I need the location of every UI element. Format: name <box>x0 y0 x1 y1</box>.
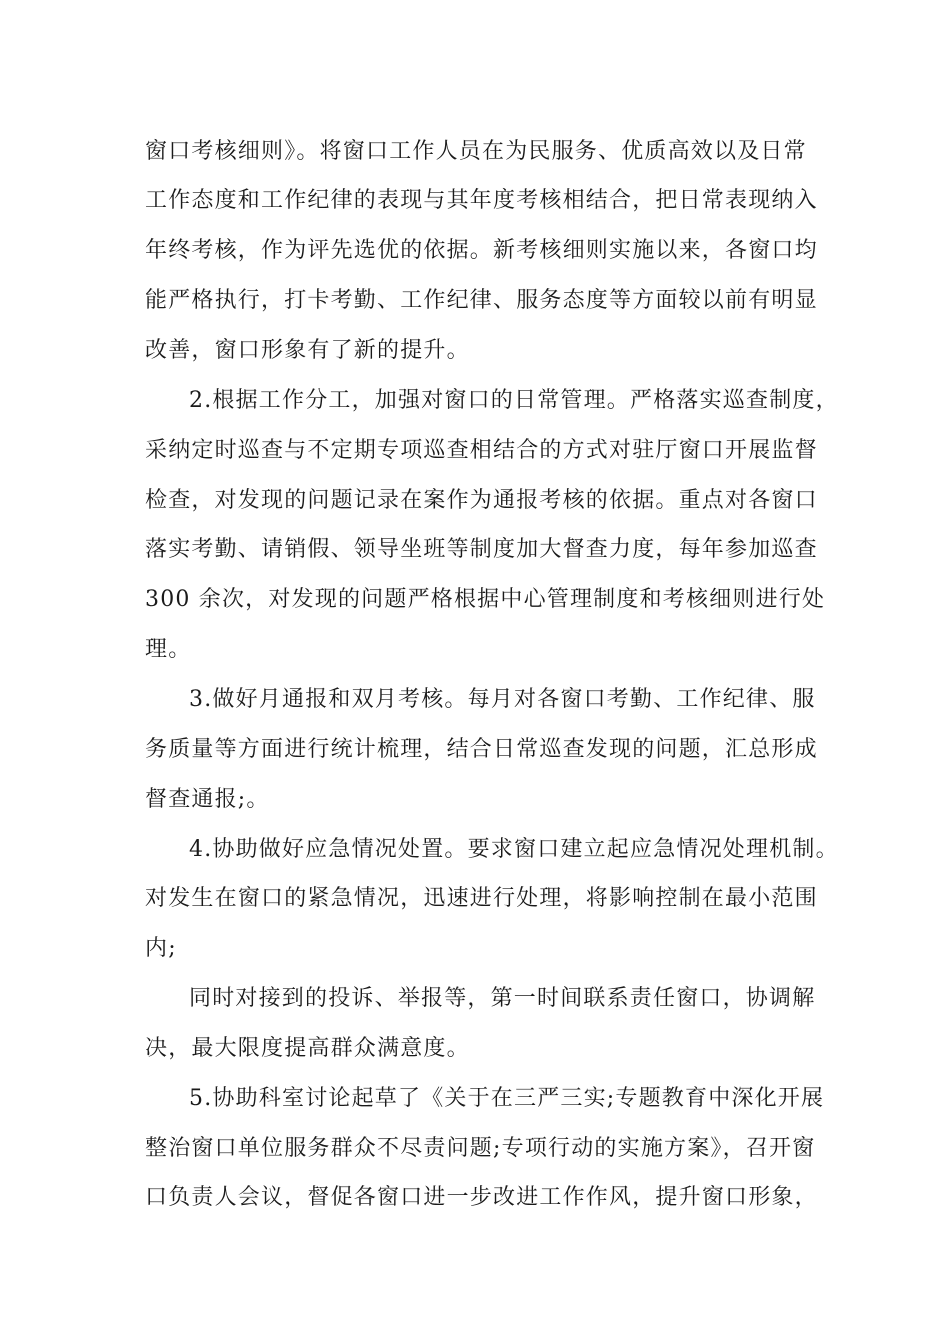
text-line: 内; <box>145 936 177 961</box>
text-line: 决，最大限度提高群众满意度。 <box>145 1036 470 1061</box>
text-line: 理。 <box>145 637 192 662</box>
paragraph-2-start: 2.根据工作分工，加强对窗口的日常管理。严格落实巡查制度， <box>189 388 839 413</box>
text-line: 窗口考核细则》。将窗口工作人员在为民服务、优质高效以及日常 <box>145 139 807 164</box>
text-line: 口负责人会议，督促各窗口进一步改进工作作风，提升窗口形象， <box>145 1185 818 1210</box>
text-line: 务质量等方面进行统计梳理，结合日常巡查发现的问题，汇总形成 <box>145 737 818 762</box>
paragraph-3-start: 3.做好月通报和双月考核。每月对各窗口考勤、工作纪律、服 <box>189 687 816 712</box>
text-line: 对发生在窗口的紧急情况，迅速进行处理，将影响控制在最小范围 <box>145 886 818 911</box>
paragraph-5-start: 5.协助科室讨论起草了《关于在三严三实;专题教育中深化开展 <box>189 1086 825 1111</box>
text-line: 督查通报;。 <box>145 787 270 812</box>
text-line: 能严格执行，打卡考勤、工作纪律、服务态度等方面较以前有明显 <box>145 288 818 313</box>
text-line: 采纳定时巡查与不定期专项巡查相结合的方式对驻厅窗口开展监督 <box>145 438 818 463</box>
paragraph-continuation-start: 同时对接到的投诉、举报等，第一时间联系责任窗口，协调解 <box>189 986 816 1011</box>
text-line: 整治窗口单位服务群众不尽责问题;专项行动的实施方案》，召开窗 <box>145 1136 816 1161</box>
text-line: 改善，窗口形象有了新的提升。 <box>145 338 470 363</box>
text-line: 检查，对发现的问题记录在案作为通报考核的依据。重点对各窗口 <box>145 488 818 513</box>
paragraph-4-start: 4.协助做好应急情况处置。要求窗口建立起应急情况处理机制。 <box>189 837 839 862</box>
text-line: 300 余次，对发现的问题严格根据中心管理制度和考核细则进行处 <box>145 587 826 612</box>
text-line: 落实考勤、请销假、领导坐班等制度加大督查力度，每年参加巡查 <box>145 537 818 562</box>
text-line: 工作态度和工作纪律的表现与其年度考核相结合，把日常表现纳入 <box>145 188 818 213</box>
text-line: 年终考核，作为评先选优的依据。新考核细则实施以来，各窗口均 <box>145 238 818 263</box>
